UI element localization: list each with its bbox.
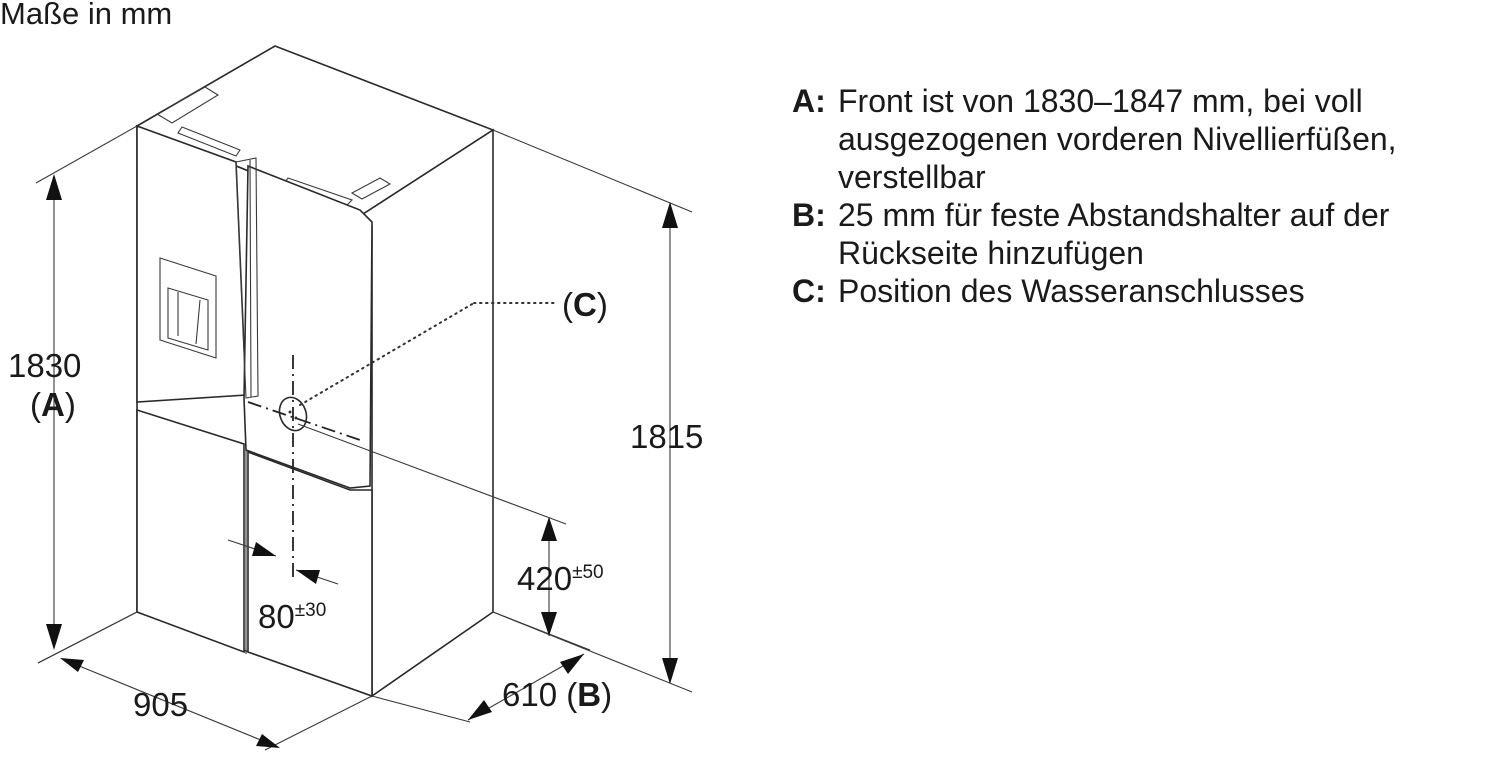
legend-key: A: bbox=[792, 83, 826, 119]
back-height-label: 1815 bbox=[630, 418, 704, 455]
fridge-front bbox=[137, 126, 372, 696]
front-height-ref: (A) bbox=[30, 386, 76, 423]
legend-text: Position des Wasseranschlusses bbox=[838, 273, 1305, 309]
depth-value: 610 bbox=[502, 676, 558, 713]
water-connection-ref: (C) bbox=[562, 286, 608, 323]
upper-left-door bbox=[137, 126, 246, 402]
upper-right-door bbox=[244, 166, 372, 488]
front-height-ref-letter: A bbox=[41, 386, 65, 423]
water-height-tolerance: ±50 bbox=[572, 562, 604, 583]
legend-item-b bbox=[792, 196, 1397, 272]
water-height-label bbox=[517, 560, 604, 597]
depth-label: 610 (B) bbox=[502, 676, 613, 713]
legend-key: C: bbox=[792, 273, 826, 309]
depth-ref-letter: B bbox=[577, 676, 602, 713]
legend-key: B: bbox=[792, 197, 826, 233]
water-offset-value: 80 bbox=[258, 598, 295, 635]
legend-item-a bbox=[792, 82, 1397, 196]
lower-left-drawer bbox=[137, 410, 244, 652]
width-label: 905 bbox=[133, 686, 189, 723]
legend-text: 25 mm für feste Abstandshalter auf der Rückseite hinzufügen bbox=[838, 197, 1390, 271]
units-title: Maße in mm bbox=[0, 0, 173, 31]
water-connection-ref-letter: C bbox=[573, 286, 597, 323]
water-offset-tolerance: ±30 bbox=[294, 600, 327, 621]
front-height-label: 1830 bbox=[8, 347, 82, 384]
legend-text: Front ist von 1830–1847 mm, bei voll ausgezogenen vorderen Nivellierfüßen, verstellbar bbox=[838, 83, 1397, 195]
fridge-right-side bbox=[360, 130, 493, 696]
legend-item-c bbox=[792, 272, 1397, 310]
water-height-value: 420 bbox=[517, 560, 573, 597]
legend bbox=[792, 82, 1397, 310]
